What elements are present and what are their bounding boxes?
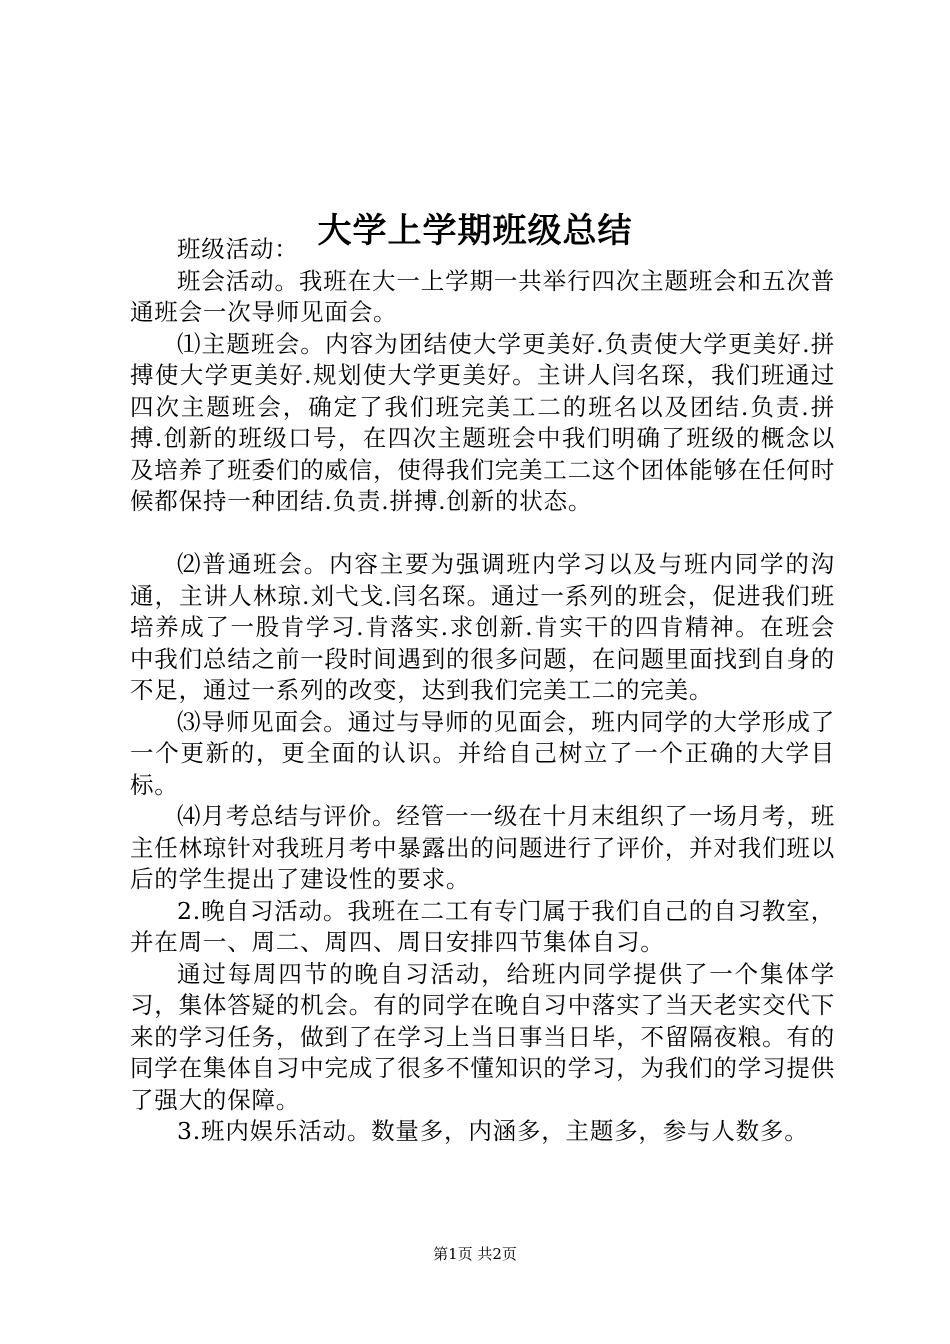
paragraph-mentor-meeting: ⑶导师见面会。通过与导师的见面会，班内同学的大学形成了一个更新的，更全面的认识。并给自己树立了一个正确的大学目标。 (130, 707, 835, 799)
paragraph-class-meetings: 班会活动。我班在大一上学期一共举行四次主题班会和五次普通班会一次导师见面会。 (130, 266, 835, 326)
page-footer: 第1页 共2页 (433, 1245, 517, 1263)
paragraph-evening-study: 2.晚自习活动。我班在二工有专门属于我们自己的自习教室，并在周一、周二、周四、周日安排四节集体自习。 (130, 896, 835, 956)
paragraph-entertainment: 3.班内娱乐活动。数量多，内涵多，主题多，参与人数多。 (177, 1117, 809, 1145)
paragraph-spacer (130, 518, 835, 550)
paragraph-theme-meetings: ⑴主题班会。内容为团结使大学更美好.负责使大学更美好.拼搏使大学更美好.规划使大学更美好。主讲人闫名琛，我们班通过四次主题班会，确定了我们班完美工二的班名以及团结.负责.拼搏.创新的班级口号，在四次主题班会中我们明确了班级的概念以及培养了班委们的威信，使得我们完美工二这个团体能够在任何时候都保持一种团结.负责.拼搏.创新的状态。 (130, 329, 835, 515)
paragraph-monthly-exam: ⑷月考总结与评价。经管一一级在十月末组织了一场月考，班主任林琼针对我班月考中暴露出的问题进行了评价，并对我们班以后的学生提出了建设性的要求。 (130, 802, 835, 893)
document-title: 大学上学期班级总结 (317, 210, 633, 251)
document-body (130, 234, 835, 1148)
paragraph-evening-study-benefits: 通过每周四节的晚自习活动，给班内同学提供了一个集体学习，集体答疑的机会。有的同学在晚自习中落实了当天老实交代下来的学习任务，做到了在学习上当日事当日毕，不留隔夜粮。有的同学在集体自习中完成了很多不懂知识的学习，为我们的学习提供了强大的保障。 (130, 959, 835, 1114)
paragraph-class-activities-heading: 班级活动： (177, 235, 299, 263)
paragraph-regular-meetings: ⑵普通班会。内容主要为强调班内学习以及与班内同学的沟通，主讲人林琼.刘弋戈.闫名琛。通过一系列的班会，促进我们班培养成了一股肯学习.肯落实.求创新.肯实干的四肯精神。在班会中我们总结之前一段时间遇到的很多问题，在问题里面找到自身的不足，通过一系列的改变，达到我们完美工二的完美。 (130, 550, 835, 704)
